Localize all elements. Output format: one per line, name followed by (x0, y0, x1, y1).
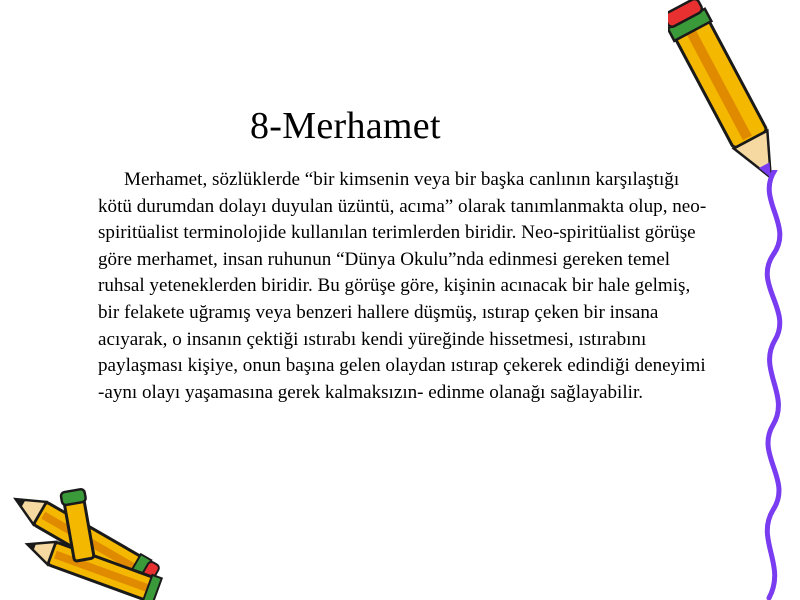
squiggle-line (745, 170, 800, 600)
pencil-icon (668, 0, 788, 195)
crossed-pencils-icon (0, 485, 170, 600)
slide-title: 8-Merhamet (250, 105, 441, 147)
slide-body-text: Merhamet, sözlüklerde “bir kimsenin veya bir başka canlının karşılaştığı kötü durumdan dolayı duyulan üzüntü, acıma” olarak tanımlanmakta olup, neo-spiritüalist terminolojide kullanılan terimlerden biridir. Neo-spiritüalist görüşe göre merhamet, insan ruhunun “Dünya Okulu”nda edinmesi gereken temel ruhsal yeteneklerden biridir. Bu görüşe göre, kişinin acınacak bir hale gelmiş, bir felakete uğramış veya benzeri hallere düşmüş, ıstırap çeken bir insana acıyarak, o insanın çektiği ıstırabı kendi yüreğinde hissetmesi, ıstırabını paylaşması kişiye, onun başına gelen olaydan ıstırap çekerek edindiği deneyimi -aynı olayı yaşamasına gerek kalmaksızın- edinme olanağı sağlayabilir. (98, 169, 707, 403)
